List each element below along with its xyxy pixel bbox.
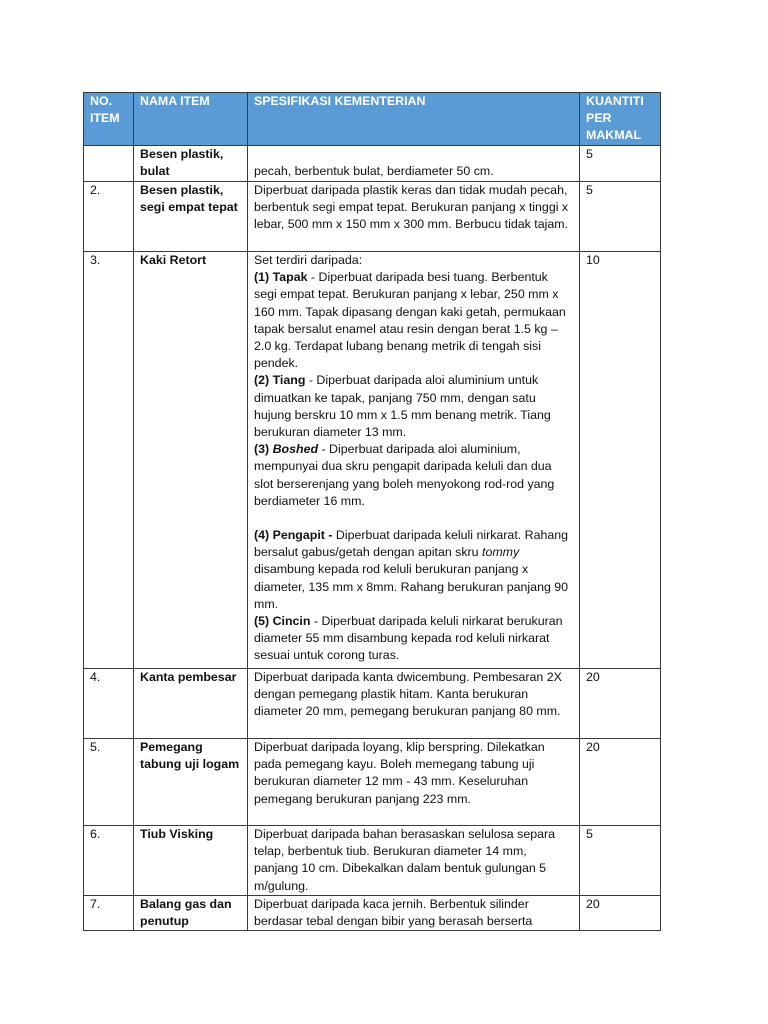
spec-intro: Set terdiri daripada: xyxy=(254,253,363,267)
item-spec: Diperbuat daripada kaca jernih. Berbentuk silinder berdasar tebal dengan bibir yang berasah berserta xyxy=(248,896,580,931)
header-qty: KUANTITI PER MAKMAL xyxy=(580,93,661,146)
item-spec xyxy=(248,252,580,669)
item-quantity: 20 xyxy=(580,739,661,826)
spec-part-tiang: (2) Tiang - Diperbuat daripada aloi aluminium untuk dimuatkan ke tapak, panjang 750 mm, dengan satu hujung berskru 10 mm x 1.5 mm benang metrik. Tiang berukuran diameter 13 mm. xyxy=(254,373,551,440)
item-spec: Diperbuat daripada loyang, klip berspring. Dilekatkan pada pemegang kayu. Boleh memegang tabung uji berukuran diameter 12 mm - 43 mm. Keseluruhan pemegang berukuran panjang 223 mm. xyxy=(248,739,580,826)
spec-part-pengapit: (4) Pengapit - Diperbuat daripada keluli nirkarat. Rahang bersalut gabus/getah dengan apitan skru tommy disambung kepada rod keluli berukuran panjang x diameter, 135 mm x 8mm. Rahang berukuran panjang 90 mm. xyxy=(254,528,569,611)
table-row xyxy=(84,826,661,896)
item-name: Tiub Visking xyxy=(134,826,248,896)
spec-part-boshed: (3) Boshed - Diperbuat daripada aloi aluminium, mempunyai dua skru pengapit daripada keluli dan dua slot berserenjang yang boleh menyokong rod-rod yang berdiameter 16 mm. xyxy=(254,442,555,508)
header-no: NO. ITEM xyxy=(84,93,134,146)
item-spec: Diperbuat daripada bahan berasaskan selulosa separa telap, berbentuk tiub. Berukuran diameter 14 mm, panjang 10 cm. Dibekalkan dalam bentuk gulungan 5 m/gulung. xyxy=(248,826,580,896)
table-row xyxy=(84,182,661,252)
item-name: Balang gas dan penutup xyxy=(134,896,248,931)
table-row xyxy=(84,252,661,669)
spacer xyxy=(254,510,573,527)
item-quantity: 5 xyxy=(580,826,661,896)
item-quantity: 20 xyxy=(580,669,661,739)
item-name: Besen plastik, segi empat tepat xyxy=(134,182,248,252)
item-name: Pemegang tabung uji logam xyxy=(134,739,248,826)
row-number: 6. xyxy=(84,826,134,896)
item-quantity: 5 xyxy=(580,146,661,182)
table-row xyxy=(84,739,661,826)
item-name: Besen plastik, bulat xyxy=(134,146,248,182)
row-number: 2. xyxy=(84,182,134,252)
table-row xyxy=(84,669,661,739)
table-header-row xyxy=(84,93,661,146)
row-number: 5. xyxy=(84,739,134,826)
item-spec: Diperbuat daripada plastik keras dan tidak mudah pecah, berbentuk segi empat tepat. Berukuran panjang x tinggi x lebar, 500 mm x 150 mm x 300 mm. Berbucu tidak tajam. xyxy=(248,182,580,252)
header-name: NAMA ITEM xyxy=(134,93,248,146)
row-number: 3. xyxy=(84,252,134,669)
row-number: 7. xyxy=(84,896,134,931)
item-name: Kanta pembesar xyxy=(134,669,248,739)
item-quantity: 20 xyxy=(580,896,661,931)
header-spec: SPESIFIKASI KEMENTERIAN xyxy=(248,93,580,146)
row-number xyxy=(84,146,134,182)
item-quantity: 10 xyxy=(580,252,661,669)
table-row xyxy=(84,896,661,931)
specification-table xyxy=(83,92,661,931)
table-row xyxy=(84,146,661,182)
item-spec: Diperbuat daripada kanta dwicembung. Pembesaran 2X dengan pemegang plastik hitam. Kanta berukuran diameter 20 mm, pemegang berukuran panjang 80 mm. xyxy=(248,669,580,739)
item-quantity: 5 xyxy=(580,182,661,252)
item-name: Kaki Retort xyxy=(134,252,248,669)
item-spec: pecah, berbentuk bulat, berdiameter 50 cm. xyxy=(248,146,580,182)
spec-part-cincin: (5) Cincin - Diperbuat daripada keluli nirkarat berukuran diameter 55 mm disambung kepada rod keluli nirkarat sesuai untuk corong turas. xyxy=(254,614,563,663)
row-number: 4. xyxy=(84,669,134,739)
spec-part-tapak: (1) Tapak - Diperbuat daripada besi tuang. Berbentuk segi empat tepat. Berukuran panjang x lebar, 250 mm x 160 mm. Tapak dipasang dengan kaki getah, permukaan tapak bersalut enamel atau resin dengan berat 1.5 kg – 2.0 kg. Terdapat lubang benang metrik di tengah sisi pendek. xyxy=(254,270,566,371)
